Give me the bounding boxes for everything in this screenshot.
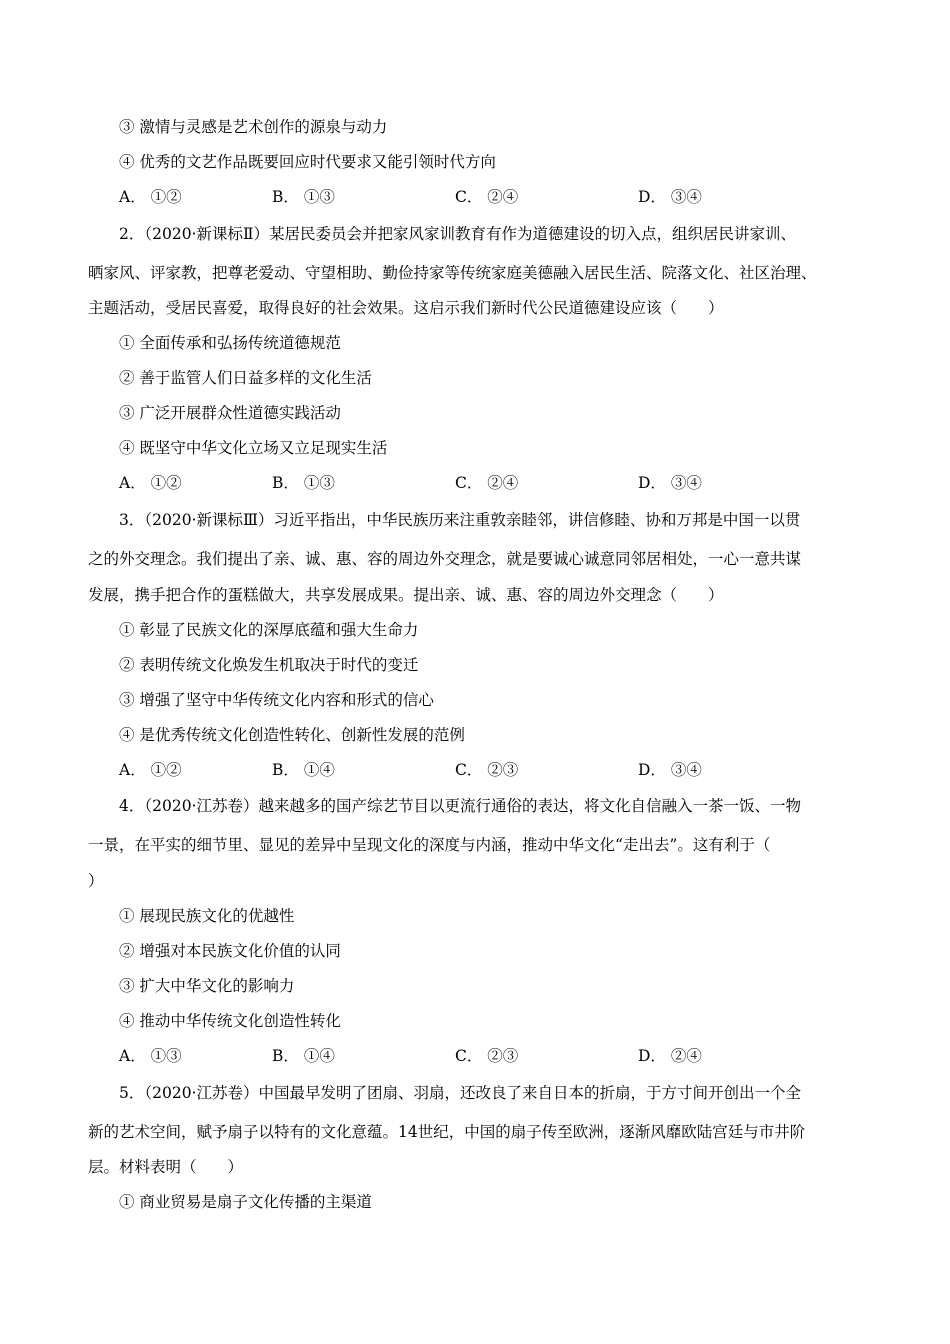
q2-item-4: ④ 既坚守中华文化立场又立足现实生活 [119, 439, 388, 457]
q1-option-b: B． ①③ [272, 188, 335, 206]
q1-option-c: C． ②④ [455, 188, 519, 206]
q2-option-d: D． ③④ [638, 474, 702, 492]
q4-option-a: A． ①③ [119, 1047, 182, 1065]
q2-option-b: B． ①③ [272, 474, 335, 492]
q3-item-2: ② 表明传统文化焕发生机取决于时代的变迁 [119, 656, 419, 674]
q4-item-2: ② 增强对本民族文化价值的认同 [119, 942, 341, 960]
q3-item-3: ③ 增强了坚守中华传统文化内容和形式的信心 [119, 691, 434, 709]
q1-option-d: D． ③④ [638, 188, 702, 206]
q4-item-3: ③ 扩大中华文化的影响力 [119, 977, 295, 995]
q4-item-1: ① 展现民族文化的优越性 [119, 907, 295, 925]
q2-item-1: ① 全面传承和弘扬传统道德规范 [119, 334, 341, 352]
q5-stem-line-2: 新的艺术空间，赋予扇子以特有的文化意蕴。14世纪，中国的扇子传至欧洲，逐渐风靡欧陆宫廷与市井阶 [88, 1123, 806, 1141]
q2-stem-line-2: 晒家风、评家教，把尊老爱动、守望相助、勤俭持家等传统家庭美德融入居民生活、院落文化、社区治理、 [88, 264, 817, 282]
q3-stem-line-2: 之的外交理念。我们提出了亲、诚、惠、容的周边外交理念，就是要诚心诚意同邻居相处，一心一意共谋 [88, 550, 802, 568]
q3-stem-line-3: 发展，携手把合作的蛋糕做大，共享发展成果。提出亲、诚、惠、容的周边外交理念（ ） [88, 586, 724, 604]
q2-option-a: A． ①② [119, 474, 182, 492]
q2-stem-line-1: 2．（2020·新课标Ⅱ）某居民委员会并把家风家训教育有作为道德建设的切入点，组织居民讲家训、 [119, 225, 797, 243]
q1-option-a: A． ①② [119, 188, 182, 206]
q3-option-d: D． ③④ [638, 761, 702, 779]
q1-item-4: ④ 优秀的文艺作品既要回应时代要求又能引领时代方向 [119, 153, 496, 171]
q4-stem-line-3: ） [88, 872, 104, 890]
q1-item-3: ③ 激情与灵感是艺术创作的源泉与动力 [119, 118, 388, 136]
q5-stem-line-3: 层。材料表明（ ） [88, 1158, 244, 1176]
q3-stem-line-1: 3．（2020·新课标Ⅲ）习近平指出，中华民族历来注重敦亲睦邻，讲信修睦、协和万邦是中国一以贯 [119, 511, 801, 529]
q2-stem-line-3: 主题活动，受居民喜爱，取得良好的社会效果。这启示我们新时代公民道德建设应该（ ） [88, 299, 724, 317]
q3-item-4: ④ 是优秀传统文化创造性转化、创新性发展的范例 [119, 726, 465, 744]
q5-item-1: ① 商业贸易是扇子文化传播的主渠道 [119, 1193, 372, 1211]
q3-option-c: C． ②③ [455, 761, 519, 779]
q2-item-2: ② 善于监管人们日益多样的文化生活 [119, 369, 372, 387]
q4-option-b: B． ①④ [272, 1047, 335, 1065]
q3-option-b: B． ①④ [272, 761, 335, 779]
q4-option-c: C． ②③ [455, 1047, 519, 1065]
q2-option-c: C． ②④ [455, 474, 519, 492]
q4-item-4: ④ 推动中华传统文化创造性转化 [119, 1012, 341, 1030]
q5-stem-line-1: 5．（2020·江苏卷）中国最早发明了团扇、羽扇，还改良了来自日本的折扇，于方寸间开创出一个全 [119, 1084, 801, 1102]
q4-stem-line-1: 4．（2020·江苏卷）越来越多的国产综艺节目以更流行通俗的表达，将文化自信融入一茶一饭、一物 [119, 797, 801, 815]
q4-stem-line-2: 一景，在平实的细节里、显见的差异中呈现文化的深度与内涵，推动中华文化“走出去”。这有利于（ [88, 836, 771, 854]
q3-option-a: A． ①② [119, 761, 182, 779]
q2-item-3: ③ 广泛开展群众性道德实践活动 [119, 404, 341, 422]
q3-item-1: ① 彰显了民族文化的深厚底蕴和强大生命力 [119, 621, 419, 639]
q4-option-d: D． ②④ [638, 1047, 702, 1065]
